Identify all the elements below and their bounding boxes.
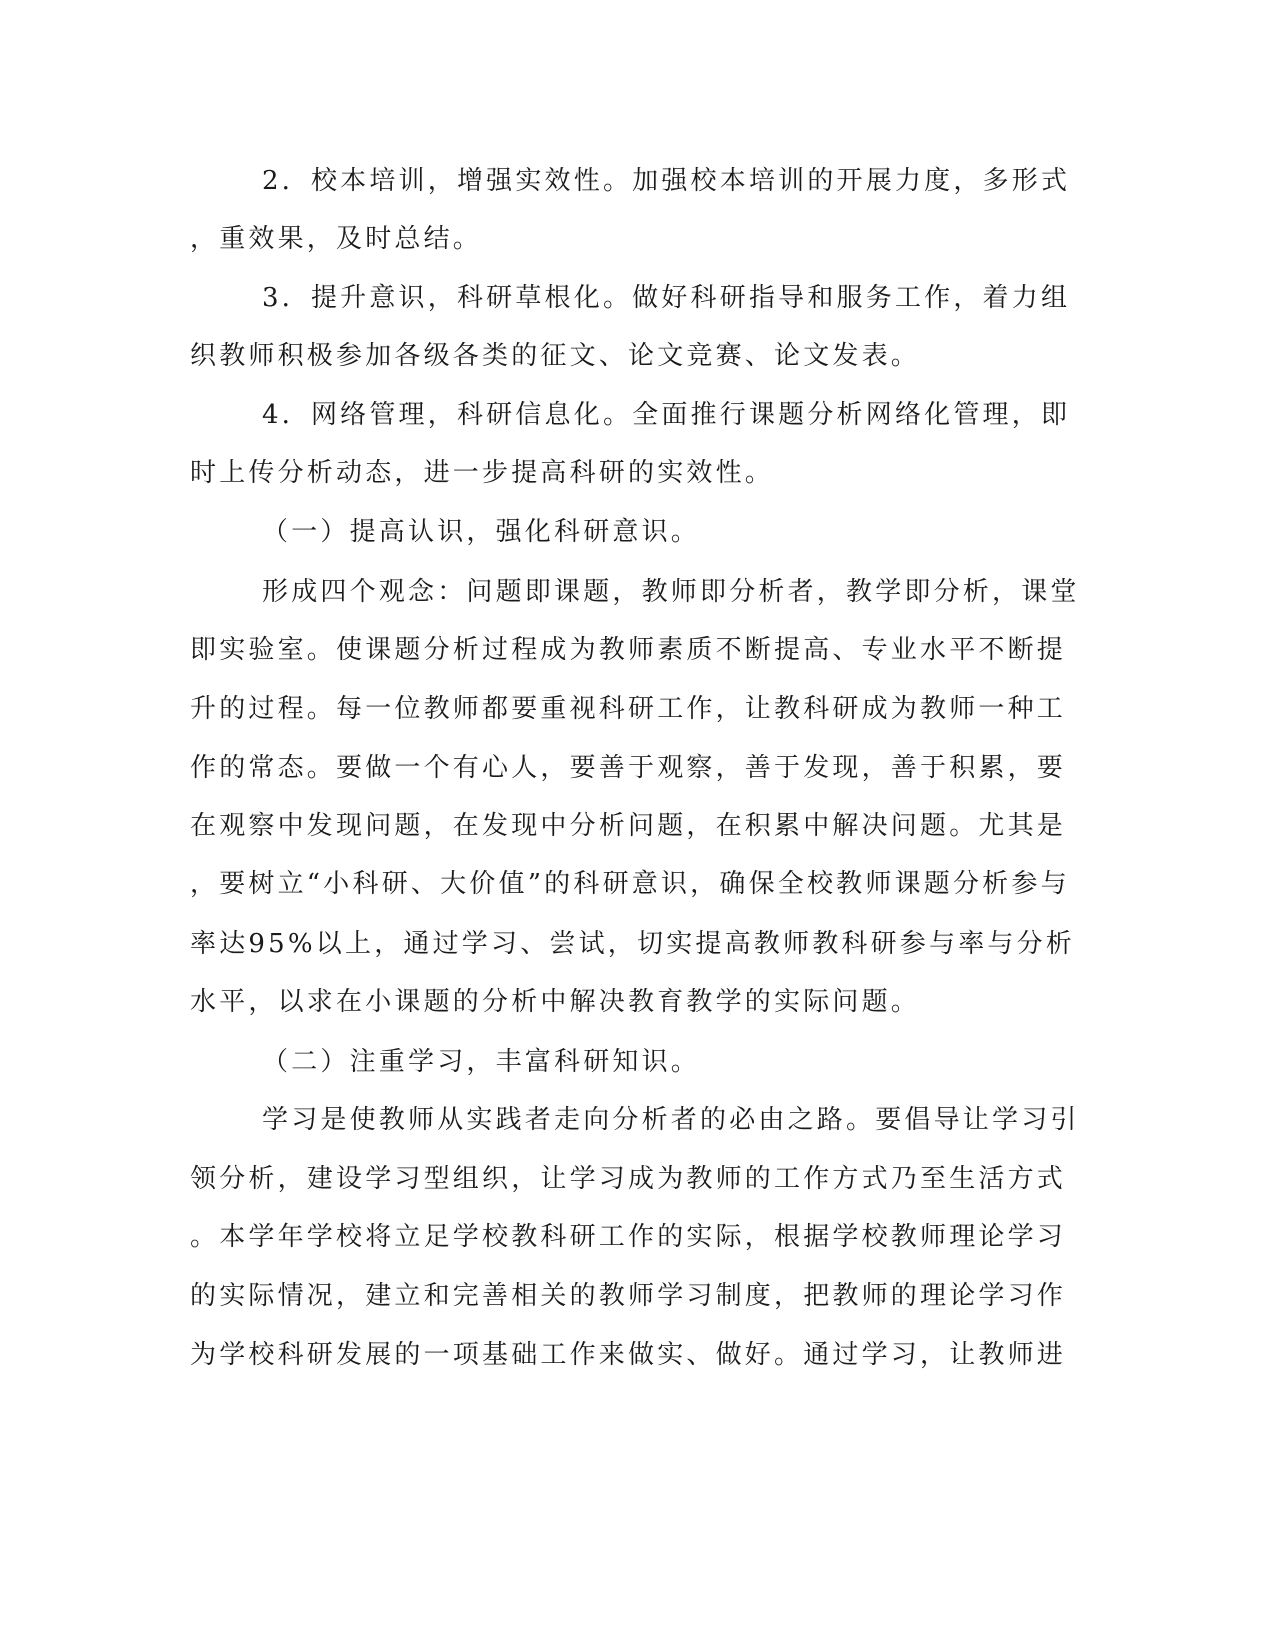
- section-heading: （一）提高认识，强化科研意识。: [262, 517, 701, 547]
- text-line: 。本学年学校将立足学校教科研工作的实际，根据学校教师理论学习: [190, 1222, 1067, 1252]
- text-line: 织教师积极参加各级各类的征文、论文竞赛、论文发表。: [190, 341, 921, 371]
- text-line: 2．校本培训，增强实效性。加强校本培训的开展力度，多形式: [262, 166, 1071, 196]
- text-line: 率达95%以上，通过学习、尝试，切实提高教师教科研参与率与分析: [190, 929, 1075, 959]
- text-line: 水平，以求在小课题的分析中解决教育教学的实际问题。: [190, 987, 921, 1017]
- text-line: 即实验室。使课题分析过程成为教师素质不断提高、专业水平不断提: [190, 635, 1067, 665]
- text-line: 时上传分析动态，进一步提高科研的实效性。: [190, 458, 775, 488]
- text-line: 3．提升意识，科研草根化。做好科研指导和服务工作，着力组: [262, 283, 1071, 313]
- text-line: 在观察中发现问题，在发现中分析问题，在积累中解决问题。尤其是: [190, 811, 1067, 841]
- text-line: 为学校科研发展的一项基础工作来做实、做好。通过学习，让教师进: [190, 1340, 1067, 1370]
- text-line: ，要树立“小科研、大价值”的科研意识，确保全校教师课题分析参与: [190, 869, 1070, 899]
- text-line: 的实际情况，建立和完善相关的教师学习制度，把教师的理论学习作: [190, 1281, 1067, 1311]
- text-line: ，重效果，及时总结。: [190, 224, 483, 254]
- text-line: 学习是使教师从实践者走向分析者的必由之路。要倡导让学习引: [262, 1105, 1080, 1135]
- text-line: 领分析，建设学习型组织，让学习成为教师的工作方式乃至生活方式: [190, 1164, 1067, 1194]
- text-line: 4．网络管理，科研信息化。全面推行课题分析网络化管理，即: [262, 400, 1071, 430]
- text-line: 升的过程。每一位教师都要重视科研工作，让教科研成为教师一种工: [190, 694, 1067, 724]
- text-line: 形成四个观念：问题即课题，教师即分析者，教学即分析，课堂: [262, 577, 1080, 607]
- text-line: 作的常态。要做一个有心人，要善于观察，善于发现，善于积累，要: [190, 753, 1067, 783]
- section-heading: （二）注重学习，丰富科研知识。: [262, 1047, 701, 1077]
